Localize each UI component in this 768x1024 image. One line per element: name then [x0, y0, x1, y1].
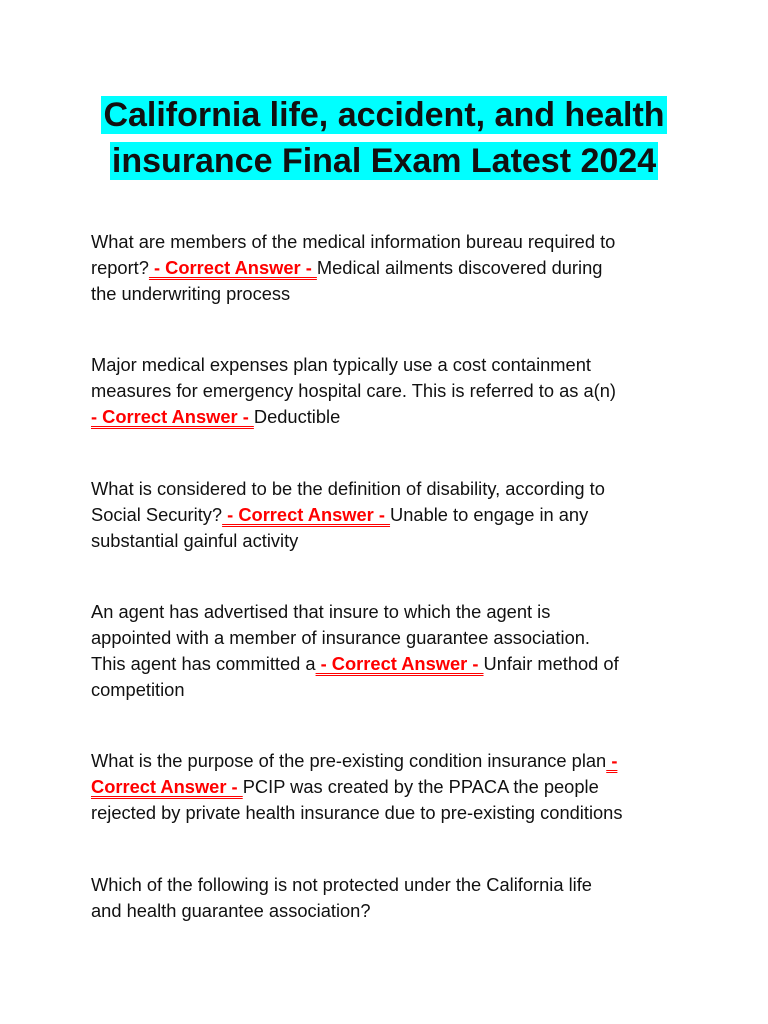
question-1-line-2: report? — [91, 257, 149, 278]
qa-item-2 — [91, 352, 691, 430]
title-line-2: insurance Final Exam Latest 2024 — [111, 142, 657, 180]
question-4-line-2: appointed with a member of insurance guarantee association. — [91, 627, 590, 648]
answer-1-line-2: the underwriting process — [91, 283, 291, 304]
question-3-line-1: What is considered to be the definition of disability, according to — [91, 478, 605, 499]
question-1-line-1: What are members of the medical information bureau required to — [91, 231, 616, 252]
answer-2-line-1: Deductible — [253, 406, 341, 427]
answer-5-line-2: rejected by private health insurance due to pre-existing conditions — [91, 802, 623, 823]
question-5-line-1: What is the purpose of the pre-existing condition insurance plan — [91, 750, 607, 771]
question-2-line-1: Major medical expenses plan typically use a cost containment — [91, 354, 591, 375]
qa-item-1 — [91, 229, 691, 307]
correct-answer-label-3: - Correct Answer - — [222, 504, 391, 525]
correct-answer-label-2: - Correct Answer - — [91, 406, 254, 427]
qa-item-6 — [91, 872, 691, 924]
correct-answer-label-5-part-1: - — [606, 750, 618, 771]
answer-5-line-1: PCIP was created by the PPACA the people — [242, 776, 599, 797]
question-6-line-2: and health guarantee association? — [91, 900, 371, 921]
question-3-line-2: Social Security? — [91, 504, 223, 525]
question-4-line-1: An agent has advertised that insure to which the agent is — [91, 601, 551, 622]
question-4-line-3: This agent has committed a — [91, 653, 316, 674]
correct-answer-label-5-part-2: Correct Answer - — [91, 776, 243, 797]
correct-answer-label-4: - Correct Answer - — [315, 653, 484, 674]
title-line-1: California life, accident, and health — [103, 96, 665, 134]
answer-1-line-1: Medical ailments discovered during — [316, 257, 603, 278]
answer-3-line-2: substantial gainful activity — [91, 530, 299, 551]
qa-item-5 — [91, 748, 691, 826]
answer-4-line-1: Unfair method of — [483, 653, 619, 674]
answer-4-line-2: competition — [91, 679, 185, 700]
qa-item-3 — [91, 476, 691, 554]
question-2-line-2: measures for emergency hospital care. This is referred to as a(n) — [91, 380, 616, 401]
document-title — [60, 92, 708, 184]
qa-item-4 — [91, 599, 691, 703]
question-6-line-1: Which of the following is not protected under the California life — [91, 874, 592, 895]
answer-3-line-1: Unable to engage in any — [390, 504, 589, 525]
correct-answer-label-1: - Correct Answer - — [148, 257, 317, 278]
